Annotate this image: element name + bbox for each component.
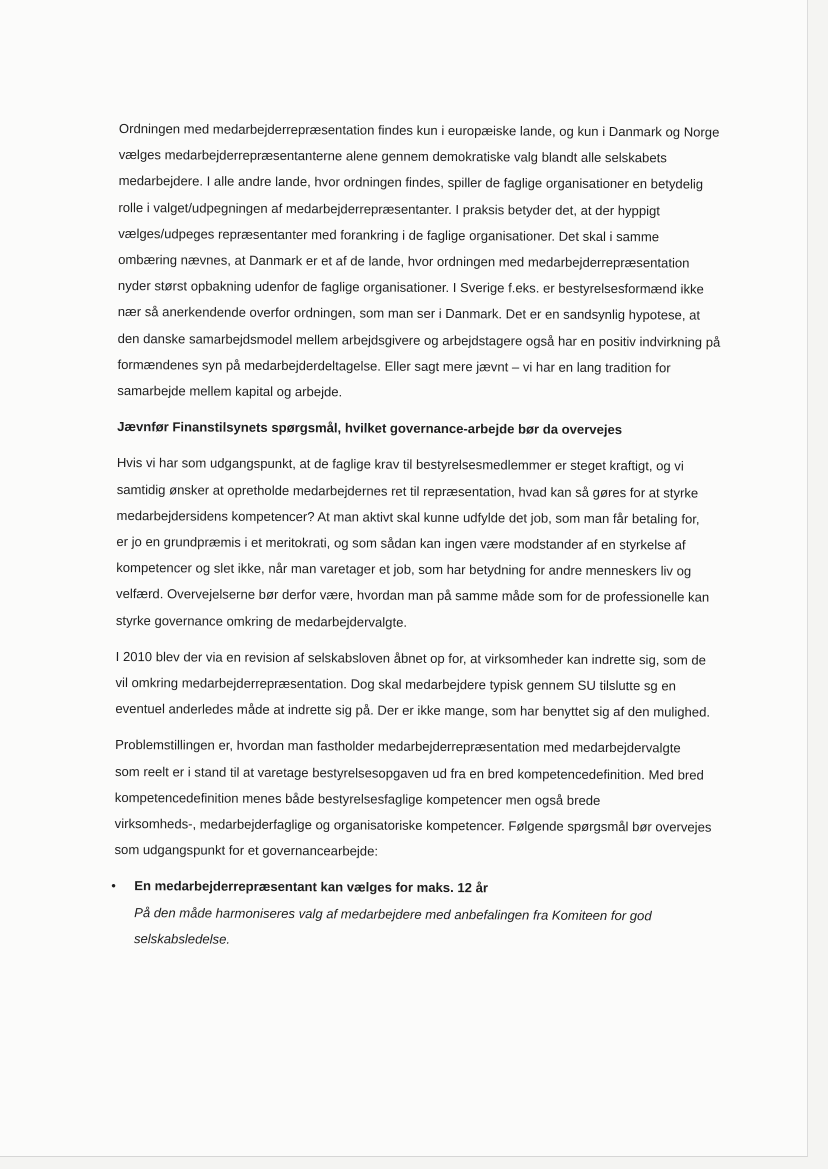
text-line: samtidig ønsker at opretholde medarbejdernes ret til repræsentation, hvad kan så gøres for at styrke bbox=[116, 481, 699, 501]
text-line: kompetencedefinition menes både bestyrelsesfaglige kompetencer men også brede bbox=[114, 789, 601, 808]
text-line: ombæring nævnes, at Danmark er et af de lande, hvor ordningen med medarbejderrepræsentation bbox=[118, 252, 690, 271]
text-line: er jo en grundpræmis i et meritokrati, og som sådan kan ingen være modstander af en styrkelse af bbox=[116, 534, 686, 553]
text-line: vil omkring medarbejderrepræsentation. Dog skal medarbejdere typisk gennem SU tilslutte sg en bbox=[115, 675, 676, 694]
text-line: som reelt er i stand til at varetage bestyrelsesopgaven ud fra en bred kompetencedefinition. Med bred bbox=[114, 763, 704, 783]
text-line: I 2010 blev der via en revision af selskabsloven åbnet op for, at virksomheder kan indrette sig, som de bbox=[115, 648, 707, 668]
paragraph-ordningen bbox=[117, 116, 739, 408]
text-line: vælges medarbejderrepræsentanterne alene gennem demokratiske valg blandt alle selskabets bbox=[118, 147, 667, 166]
text-line: nær så anerkendende overfor ordningen, som man ser i Danmark. Det er en sandsynlig hypotese, at bbox=[117, 304, 701, 323]
text-line: kompetencer og slet ikke, når man varetager et job, som har betydning for andre menneskers liv og bbox=[116, 560, 692, 579]
text-line: medarbejdersidens kompetencer? At man aktivt skal kunne udfylde det job, som man får betaling for, bbox=[116, 507, 700, 527]
text-line: vælges/udpeges repræsentanter med forankring i de faglige organisationer. Det skal i samme bbox=[118, 225, 660, 245]
text-line: den danske samarbejdsmodel mellem arbejdsgivere og arbejdstagere også har en positiv indvirkning på bbox=[117, 330, 721, 350]
text-line: medarbejdere. I alle andre lande, hvor ordningen findes, spiller de faglige organisationer en betydelig bbox=[118, 173, 704, 192]
text-line: rolle i valget/udpegningen af medarbejderrepræsentanter. I praksis betyder det, at der hyppigt bbox=[118, 199, 661, 218]
bullet-note-line: selskabsledelse. bbox=[133, 930, 231, 947]
text-line: eventuel anderledes måde at indrette sig på. Der er ikke mange, som har benyttet sig af den mulighed. bbox=[115, 701, 711, 720]
text-line: styrke governance omkring de medarbejdervalgte. bbox=[115, 612, 408, 630]
bullet-item bbox=[111, 873, 734, 955]
text-line: samarbejde mellem kapital og arbejde. bbox=[117, 383, 343, 400]
document-body bbox=[111, 116, 739, 956]
bullet-icon: • bbox=[111, 878, 116, 894]
bullet-note-line: På den måde harmoniseres valg af medarbejdere med anbefalingen fra Komiteen for god bbox=[134, 904, 652, 923]
text-line: formændenes syn på medarbejderdeltagelse. Eller sagt mere jævnt – vi har en lang tradition for bbox=[117, 356, 671, 376]
section-heading: Jævnfør Finanstilsynets spørgsmål, hvilket governance-arbejde bør da overvejes bbox=[117, 419, 623, 438]
paragraph-udgangspunkt bbox=[116, 450, 737, 637]
bullet-title: En medarbejderrepræsentant kan vælges for maks. 12 år bbox=[134, 878, 489, 896]
text-line: Ordningen med medarbejderrepræsentation findes kun i europæiske lande, og kun i Danmark og Norge bbox=[118, 120, 720, 140]
text-line: som udgangspunkt for et governancearbejde: bbox=[114, 842, 379, 859]
text-line: velfærd. Overvejelserne bør derfor være, hvordan man på samme måde som for de professionelle kan bbox=[116, 586, 710, 606]
paragraph-selskabsloven bbox=[115, 644, 735, 726]
paragraph-problemstillingen bbox=[114, 732, 735, 867]
text-line: Hvis vi har som udgangspunkt, at de faglige krav til bestyrelsesmedlemmer er steget kraftigt, og vi bbox=[116, 455, 684, 474]
text-line: nyder størst opbakning udenfor de faglige organisationer. I Sverige f.eks. er bestyrelsesformænd ikke bbox=[117, 278, 704, 297]
text-line: virksomheds-, medarbejderfaglige og organisatoriske kompetencer. Følgende spørgsmål bør overvejes bbox=[114, 816, 712, 835]
text-line: Problemstillingen er, hvordan man fastholder medarbejderrepræsentation med medarbejdervalgte bbox=[115, 737, 681, 756]
